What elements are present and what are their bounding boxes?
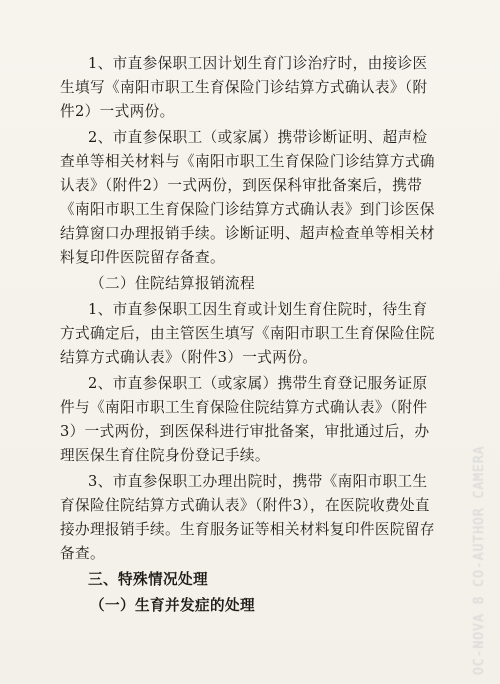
section-special-cases: 三、特殊情况处理 (88, 571, 208, 588)
section-complications: （一）生育并发症的处理 (90, 597, 255, 614)
paragraph-1: 1、市直参保职工因计划生育门诊治疗时，由接诊医生填写《南阳市职工生育保险门诊结算方式确认表》（附件2）一式两份。 (60, 55, 428, 120)
camera-watermark: OC-NOVA 8 CO-AUTHOR CAMERA (472, 445, 487, 675)
paragraph-5: 3、市直参保职工办理出院时，携带《南阳市职工生育保险住院结算方式确认表》（附件3），在医院收费处直接办理报销手续。生育服务证等相关材料复印件医院留存备查。 (60, 473, 435, 562)
paragraph-3: 1、市直参保职工因生育或计划生育住院时，待生育方式确定后，由主管医生填写《南阳市职工生育保险住院结算方式确认表》（附件3）一式两份。 (60, 301, 435, 366)
paragraph-2: 2、市直参保职工（或家属）携带诊断证明、超声检查单等相关材料与《南阳市职工生育保险门诊结算方式确认表》（附件2）一式两份，到医保科审批备案后，携带《南阳市职工生育保险门诊结算方式确认表》到门诊医保结算窗口办理报销手续。诊断证明、超声检查单等相关材料复印件医院留存备查。 (60, 129, 435, 266)
section-inpatient-process: （二）住院结算报销流程 (90, 275, 255, 292)
document-body (60, 52, 440, 620)
paragraph-4: 2、市直参保职工（或家属）携带生育登记服务证原件与《南阳市职工生育保险住院结算方式确认表》（附件3）一式两份，到医保科进行审批备案，审批通过后，办理医保生育住院身份登记手续。 (60, 375, 430, 464)
